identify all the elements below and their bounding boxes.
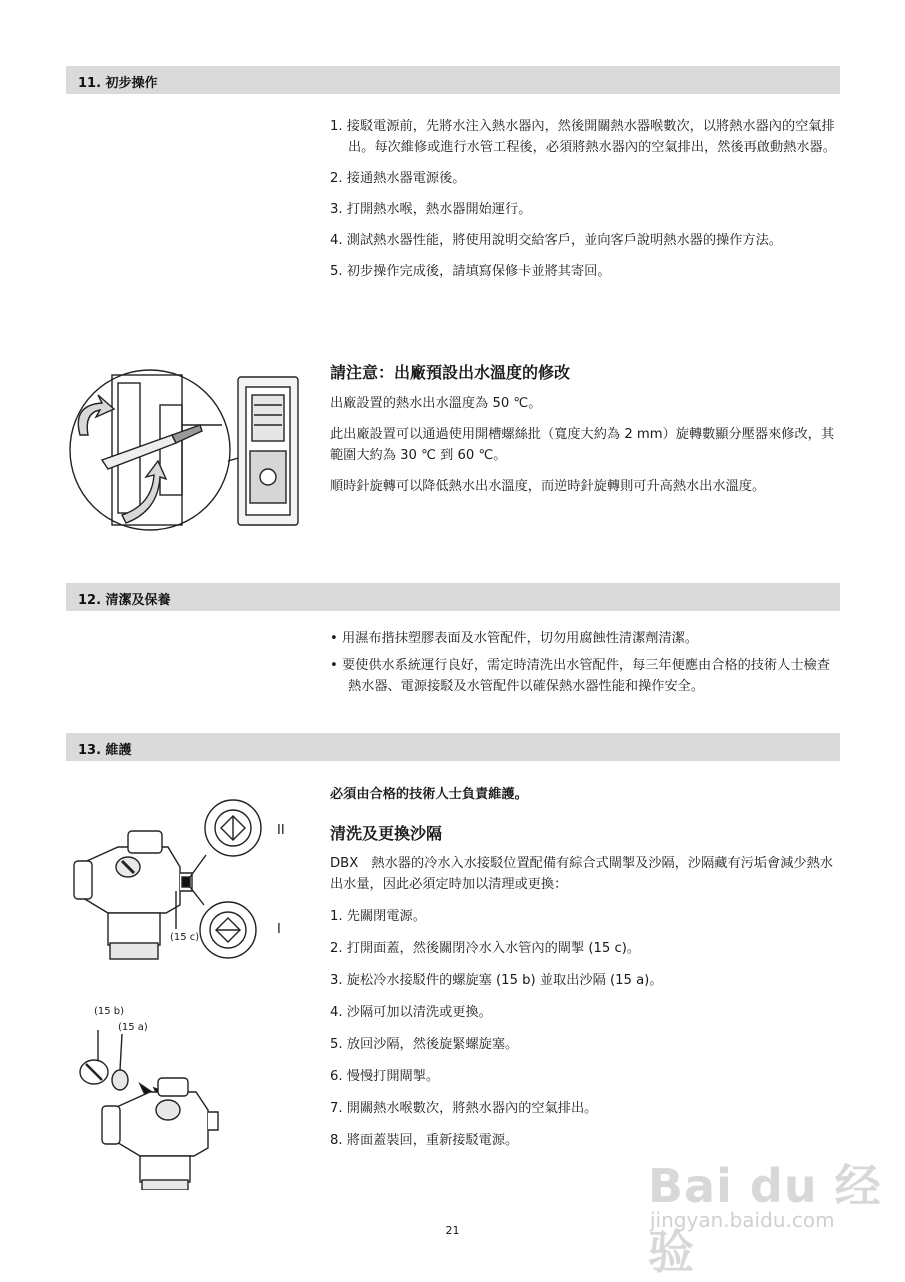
watermark-url: jingyan.baidu.com bbox=[650, 1208, 835, 1232]
note-paragraph: 此出廠設置可以通過使用開槽螺絲批（寬度大約為 2 mm）旋轉數顯分壓器來修改，其範圍大約為 30 ℃ 到 60 ℃。 bbox=[330, 427, 835, 463]
position-one-label: I bbox=[277, 922, 281, 937]
list-item: 8. 將面蓋裝回，重新接駁電源。 bbox=[330, 1133, 519, 1148]
list-item: 7. 開關熱水喉數次，將熱水器內的空氣排出。 bbox=[330, 1101, 598, 1116]
note-block bbox=[330, 362, 842, 497]
section-13-body bbox=[330, 784, 842, 1151]
list-item: 3. 旋松冷水接駁件的螺旋塞 (15 b) 並取出沙隔 (15 a)。 bbox=[330, 973, 663, 988]
section-12-header bbox=[66, 583, 840, 611]
list-item: • 要使供水系統運行良好，需定時清洗出水管配件，每三年便應由合格的技術人士檢查熱水器、電源接駁及水管配件以確保熱水器性能和操作安全。 bbox=[330, 658, 830, 694]
note-paragraph: 出廠設置的熱水出水溫度為 50 ℃。 bbox=[330, 396, 542, 411]
watermark-logo: Bai du 经验 bbox=[648, 1159, 882, 1279]
list-item: 5. 初步操作完成後，請填寫保修卡並將其寄回。 bbox=[330, 264, 611, 279]
subsection-title: 清洗及更換沙隔 bbox=[330, 824, 443, 843]
label-15a: (15 a) bbox=[118, 1022, 148, 1033]
section-13-title: 13. 維護 bbox=[78, 743, 132, 758]
section-11-header bbox=[66, 66, 840, 94]
list-item: 4. 測試熱水器性能，將使用說明交給客戶，並向客戶說明熱水器的操作方法。 bbox=[330, 233, 782, 248]
list-item: 1. 先關閉電源。 bbox=[330, 909, 426, 924]
list-item: 1. 接駁電源前，先將水注入熱水器內，然後開關熱水器喉數次，以將熱水器內的空氣排出。每次維修或進行水管工程後，必須將熱水器內的空氣排出，然後再啟動熱水器。 bbox=[330, 119, 836, 155]
list-item: 3. 打開熱水喉，熱水器開始運行。 bbox=[330, 202, 532, 217]
list-item: 5. 放回沙隔，然後旋緊螺旋塞。 bbox=[330, 1037, 519, 1052]
list-item: 2. 打開面蓋，然後關閉冷水入水管內的閘掣 (15 c)。 bbox=[330, 941, 641, 956]
list-item: 4. 沙隔可加以清洗或更換。 bbox=[330, 1005, 492, 1020]
list-item: • 用濕布揩抹塑膠表面及水管配件，切勿用腐蝕性清潔劑清潔。 bbox=[330, 631, 699, 646]
maintenance-lead: 必須由合格的技術人士負責維護。 bbox=[330, 787, 528, 802]
intro-paragraph: DBX 熱水器的冷水入水接駁位置配備有綜合式閘掣及沙隔，沙隔藏有污垢會減少熱水出水量，因此必須定時加以清理或更換： bbox=[330, 856, 833, 892]
section-12-title: 12. 清潔及保養 bbox=[78, 593, 171, 608]
label-15c: (15 c) bbox=[170, 932, 200, 943]
section-11-title: 11. 初步操作 bbox=[78, 76, 158, 91]
page-number: 21 bbox=[445, 1224, 460, 1237]
strainer-removal-figure bbox=[70, 1030, 240, 1190]
section-12-bullets bbox=[330, 628, 842, 697]
section-13-header bbox=[66, 733, 840, 761]
note-paragraph: 順時針旋轉可以降低熱水出水溫度，而逆時針旋轉則可升高熱水出水溫度。 bbox=[330, 479, 766, 494]
list-item: 6. 慢慢打開閘掣。 bbox=[330, 1069, 440, 1084]
position-two-label: II bbox=[277, 823, 285, 838]
note-title: 請注意：出廠預設出水溫度的修改 bbox=[330, 363, 571, 382]
section-11-steps bbox=[330, 116, 842, 282]
heater-adjustment-figure bbox=[62, 365, 312, 535]
label-15b: (15 b) bbox=[94, 1006, 125, 1017]
list-item: 2. 接通熱水器電源後。 bbox=[330, 171, 466, 186]
